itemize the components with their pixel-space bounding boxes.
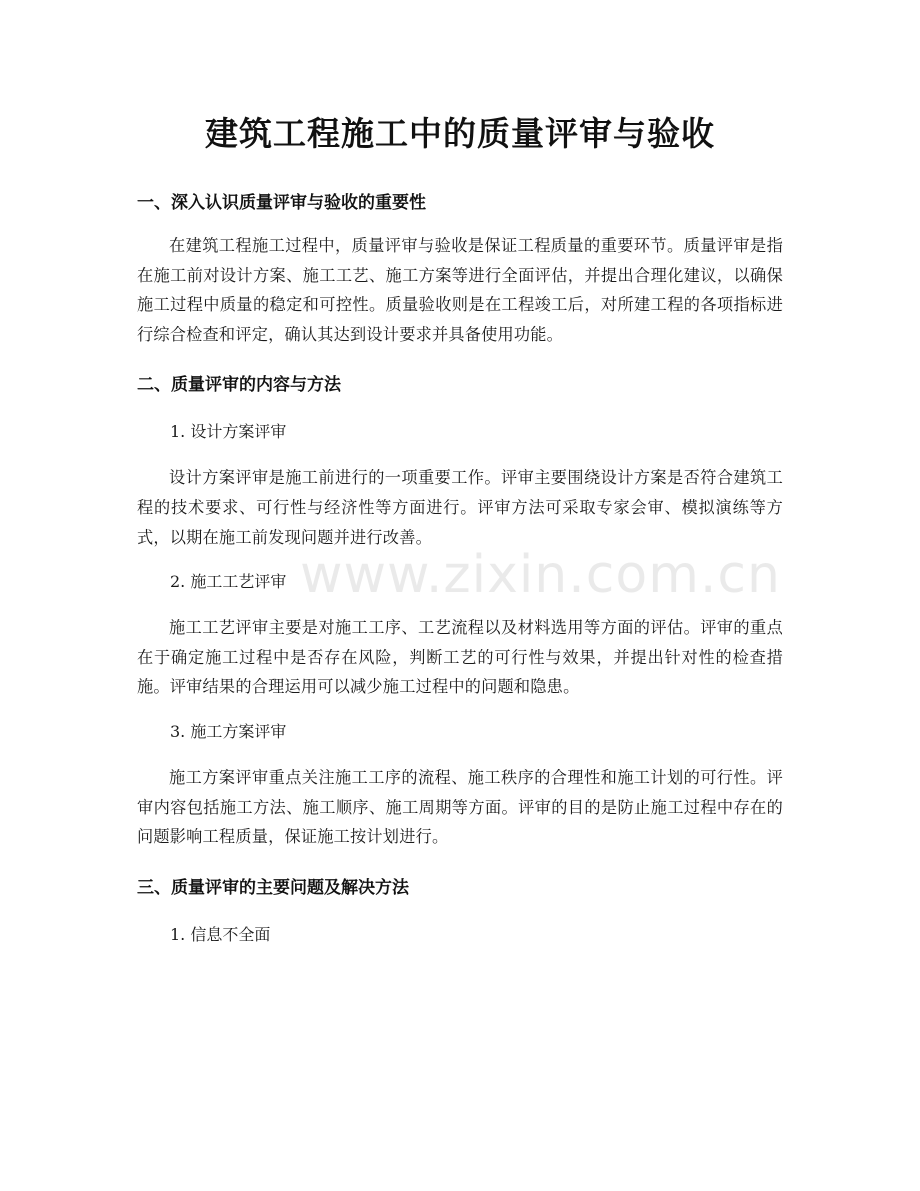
subsection-label-2-3: 3. 施工方案评审 xyxy=(170,721,287,741)
subsection-2-1-paragraph: 设计方案评审是施工前进行的一项重要工作。评审主要围绕设计方案是否符合建筑工程的技术要求、可行性与经济性等方面进行。评审方法可采取专家会审、模拟演练等方式，以期在施工前发现问题并进行改善。 xyxy=(137,468,783,547)
section-heading-1: 一、深入认识质量评审与验收的重要性 xyxy=(137,193,426,213)
subsection-2-3-paragraph: 施工方案评审重点关注施工工序的流程、施工秩序的合理性和施工计划的可行性。评审内容包括施工方法、施工顺序、施工周期等方面。评审的目的是防止施工过程中存在的问题影响工程质量，保证施工按计划进行。 xyxy=(137,767,783,847)
subsection-label-2-1: 1. 设计方案评审 xyxy=(170,422,287,442)
document-body xyxy=(137,188,783,949)
subsection-2-2-paragraph: 施工工艺评审主要是对施工工序、工艺流程以及材料选用等方面的评估。评审的重点在于确定施工过程中是否存在风险，判断工艺的可行性与效果，并提出针对性的检查措施。评审结果的合理运用可以减少施工过程中的问题和隐患。 xyxy=(137,618,783,697)
subsection-label-3-1: 1. 信息不全面 xyxy=(170,924,271,944)
section-1-paragraph: 在建筑工程施工过程中，质量评审与验收是保证工程质量的重要环节。质量评审是指在施工前对设计方案、施工工艺、施工方案等进行全面评估，并提出合理化建议，以确保施工过程中质量的稳定和可控性。质量验收则是在工程竣工后，对所建工程的各项指标进行综合检查和评定，确认其达到设计要求并具备使用功能。 xyxy=(137,236,783,344)
watermark: www.zixin.com.cn xyxy=(300,545,781,605)
section-heading-2: 二、质量评审的内容与方法 xyxy=(137,375,341,396)
document-title: 建筑工程施工中的质量评审与验收 xyxy=(205,114,715,153)
section-heading-3: 三、质量评审的主要问题及解决方法 xyxy=(137,877,409,898)
subsection-label-2-2: 2. 施工工艺评审 xyxy=(170,572,287,592)
